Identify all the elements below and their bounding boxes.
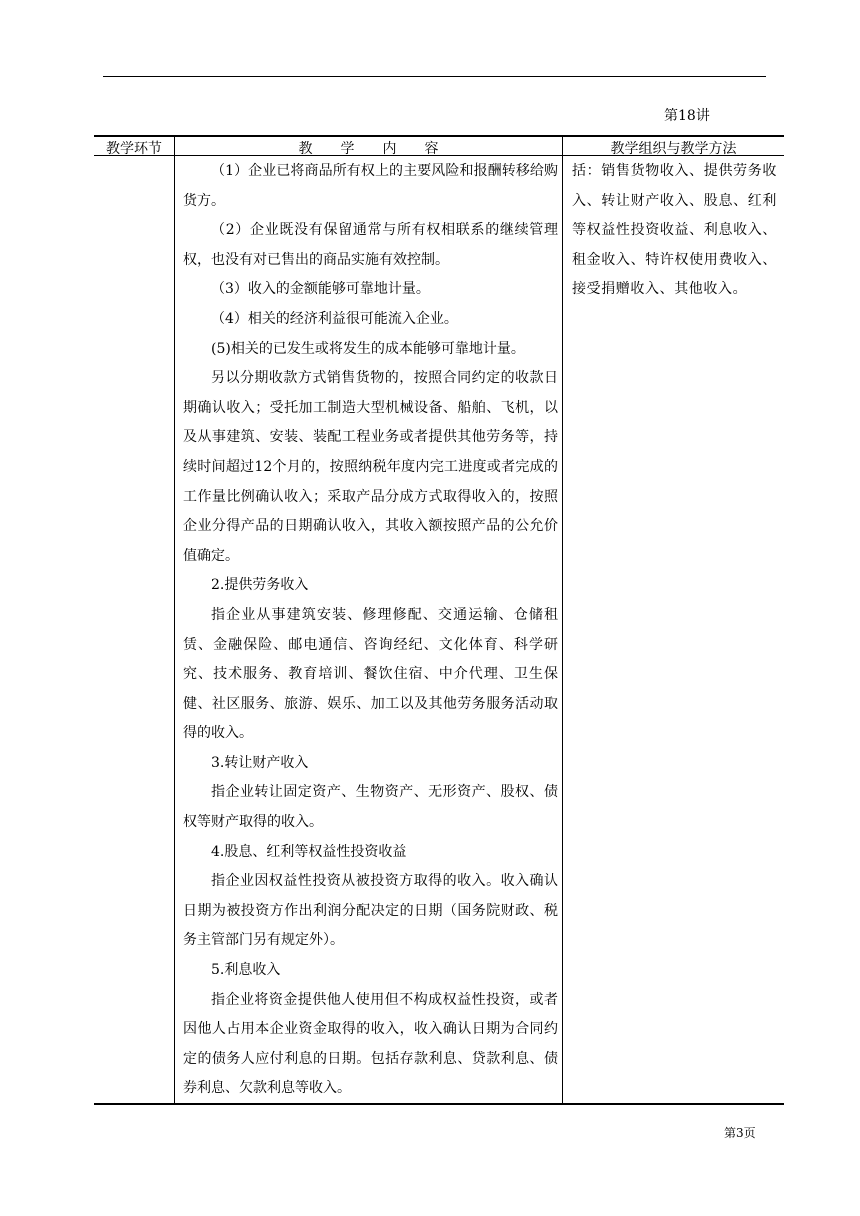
- header-teaching-stage: 教学环节: [106, 141, 162, 157]
- content-paragraph: （3）收入的金额能够可靠地计量。: [211, 281, 430, 298]
- content-paragraph: 指企业从事建筑安装、修理修配、交通运输、仓储租赁、金融保险、邮电通信、咨询经纪、文化体育、科学研究、技术服务、教育培训、餐饮住宿、中介代理、卫生保健、社区服务、旅游、娱乐、加工以及其他劳务服务活动取得的收入。: [183, 606, 558, 742]
- section-heading: 4.股息、红利等权益性投资收益: [211, 843, 407, 860]
- content-paragraph: (5)相关的已发生或将发生的成本能够可靠地计量。: [211, 340, 525, 357]
- column-divider: [174, 137, 175, 1103]
- lecture-number: 第18讲: [664, 108, 710, 124]
- table-header-row: [94, 137, 784, 156]
- content-paragraph: 指企业将资金提供他人使用但不构成权益性投资，或者因他人占用本企业资金取得的收入，收入确认日期为合同约定的债务人应付利息的日期。包括存款利息、贷款利息、债券利息、欠款利息等收入。: [183, 991, 558, 1097]
- header-rule: [103, 76, 766, 77]
- lesson-table: [94, 135, 784, 1105]
- teaching-method-cell: 括：销售货物收入、提供劳务收入、转让财产收入、股息、红利等权益性投资收益、利息收入、租金收入、特许权使用费收入、接受捐赠收入、其他收入。: [572, 163, 777, 298]
- content-paragraph: （1）企业已将商品所有权上的主要风险和报酬转移给购货方。: [183, 163, 558, 209]
- content-paragraph: 另以分期收款方式销售货物的，按照合同约定的收款日期确认收入；受托加工制造大型机械设备、船舶、飞机，以及从事建筑、安装、装配工程业务或者提供其他劳务等，持续时间超过12个月的，按照纳税年度内完工进度或者完成的工作量比例确认收入；采取产品分成方式取得收入的，按照企业分得产品的日期确认收入，其收入额按照产品的公允价值确定。: [183, 370, 558, 564]
- section-heading: 2.提供劳务收入: [211, 577, 309, 594]
- content-paragraph: 指企业转让固定资产、生物资产、无形资产、股权、债权等财产取得的收入。: [183, 784, 558, 831]
- header-teaching-method: 教学组织与教学方法: [610, 141, 737, 157]
- section-heading: 3.转让财产收入: [211, 754, 309, 771]
- teaching-content-cell: [183, 157, 558, 1104]
- page-number: 第3页: [724, 1126, 756, 1140]
- header-teaching-content: 教 学 内 容: [298, 141, 439, 157]
- column-divider: [562, 137, 563, 1103]
- section-heading: 5.利息收入: [211, 962, 281, 979]
- content-paragraph: （4）相关的经济利益很可能流入企业。: [211, 310, 458, 327]
- content-paragraph: 指企业因权益性投资从被投资方取得的收入。收入确认日期为被投资方作出利润分配决定的日期（国务院财政、税务主管部门另有规定外）。: [183, 873, 558, 949]
- content-paragraph: （2）企业既没有保留通常与所有权相联系的继续管理权，也没有对已售出的商品实施有效控制。: [183, 222, 558, 268]
